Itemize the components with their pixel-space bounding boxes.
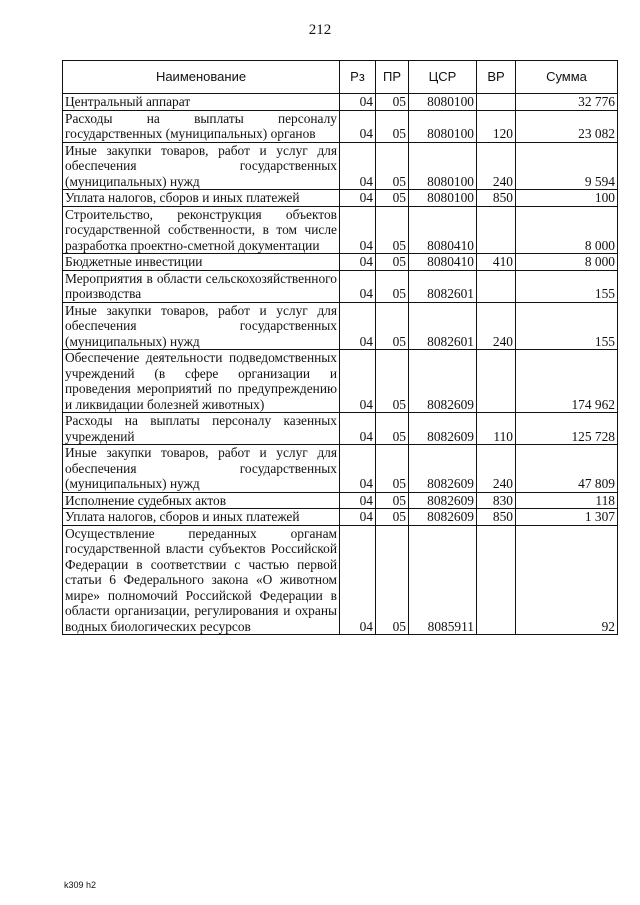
table-row bbox=[63, 525, 618, 635]
row-vr-cell: 410 bbox=[477, 254, 516, 271]
row-name-cell: Расходы на выплаты персоналу государственных (муниципальных) органов bbox=[63, 110, 340, 142]
header-rz: Рз bbox=[340, 61, 376, 94]
table-row bbox=[63, 302, 618, 350]
budget-table bbox=[62, 60, 618, 635]
table-row bbox=[63, 206, 618, 254]
row-pr-cell: 05 bbox=[376, 110, 409, 142]
row-rz-cell: 04 bbox=[340, 525, 376, 635]
header-csr: ЦСР bbox=[409, 61, 477, 94]
row-rz-cell: 04 bbox=[340, 270, 376, 302]
row-name-cell: Бюджетные инвестиции bbox=[63, 254, 340, 271]
row-rz-cell: 04 bbox=[340, 206, 376, 254]
header-name: Наименование bbox=[63, 61, 340, 94]
row-vr-cell: 240 bbox=[477, 302, 516, 350]
row-vr-cell bbox=[477, 270, 516, 302]
row-pr-cell: 05 bbox=[376, 492, 409, 509]
table-row bbox=[63, 94, 618, 111]
row-csr-cell: 8085911 bbox=[409, 525, 477, 635]
row-sum-cell: 8 000 bbox=[516, 206, 618, 254]
row-pr-cell: 05 bbox=[376, 525, 409, 635]
row-csr-cell: 8082609 bbox=[409, 413, 477, 445]
row-vr-cell bbox=[477, 206, 516, 254]
row-rz-cell: 04 bbox=[340, 509, 376, 526]
row-vr-cell: 830 bbox=[477, 492, 516, 509]
row-vr-cell: 120 bbox=[477, 110, 516, 142]
row-sum-cell: 47 809 bbox=[516, 445, 618, 493]
table-row bbox=[63, 492, 618, 509]
footer-code: k309 h2 bbox=[64, 880, 97, 890]
row-sum-cell: 32 776 bbox=[516, 94, 618, 111]
row-vr-cell bbox=[477, 350, 516, 413]
row-name-cell: Осуществление переданных органам государственной власти субъектов Российской Федерации в соответствии с частью первой статьи 6 Федерального закона «О животном мире» полномочий Российской Федерации в области организации, регулирования и охраны водных биологических ресурсов bbox=[63, 525, 340, 635]
row-vr-cell: 110 bbox=[477, 413, 516, 445]
row-rz-cell: 04 bbox=[340, 190, 376, 207]
table-row bbox=[63, 350, 618, 413]
row-rz-cell: 04 bbox=[340, 302, 376, 350]
row-sum-cell: 8 000 bbox=[516, 254, 618, 271]
row-csr-cell: 8080410 bbox=[409, 206, 477, 254]
row-pr-cell: 05 bbox=[376, 445, 409, 493]
row-pr-cell: 05 bbox=[376, 190, 409, 207]
row-name-cell: Иные закупки товаров, работ и услуг для обеспечения государственных (муниципальных) нужд bbox=[63, 445, 340, 493]
table-row bbox=[63, 254, 618, 271]
row-csr-cell: 8082601 bbox=[409, 270, 477, 302]
table-row bbox=[63, 413, 618, 445]
row-sum-cell: 100 bbox=[516, 190, 618, 207]
row-sum-cell: 92 bbox=[516, 525, 618, 635]
row-name-cell: Центральный аппарат bbox=[63, 94, 340, 111]
row-pr-cell: 05 bbox=[376, 270, 409, 302]
table-row bbox=[63, 509, 618, 526]
row-rz-cell: 04 bbox=[340, 110, 376, 142]
row-name-cell: Строительство, реконструкция объектов государственной собственности, в том числе разработка проектно-сметной документации bbox=[63, 206, 340, 254]
row-pr-cell: 05 bbox=[376, 94, 409, 111]
page-number: 212 bbox=[308, 22, 332, 38]
row-vr-cell: 240 bbox=[477, 445, 516, 493]
header-pr: ПР bbox=[376, 61, 409, 94]
row-sum-cell: 174 962 bbox=[516, 350, 618, 413]
row-csr-cell: 8082609 bbox=[409, 445, 477, 493]
row-rz-cell: 04 bbox=[340, 445, 376, 493]
row-vr-cell bbox=[477, 525, 516, 635]
row-sum-cell: 155 bbox=[516, 270, 618, 302]
row-csr-cell: 8080100 bbox=[409, 110, 477, 142]
row-name-cell: Иные закупки товаров, работ и услуг для обеспечения государственных (муниципальных) нужд bbox=[63, 142, 340, 190]
table-row bbox=[63, 190, 618, 207]
row-sum-cell: 1 307 bbox=[516, 509, 618, 526]
row-csr-cell: 8080100 bbox=[409, 142, 477, 190]
row-csr-cell: 8080100 bbox=[409, 94, 477, 111]
row-vr-cell: 850 bbox=[477, 190, 516, 207]
row-pr-cell: 05 bbox=[376, 350, 409, 413]
row-rz-cell: 04 bbox=[340, 94, 376, 111]
row-name-cell: Иные закупки товаров, работ и услуг для обеспечения государственных (муниципальных) нужд bbox=[63, 302, 340, 350]
row-pr-cell: 05 bbox=[376, 302, 409, 350]
table-header-row bbox=[63, 61, 618, 94]
row-rz-cell: 04 bbox=[340, 254, 376, 271]
row-csr-cell: 8080100 bbox=[409, 190, 477, 207]
row-csr-cell: 8082609 bbox=[409, 492, 477, 509]
row-pr-cell: 05 bbox=[376, 206, 409, 254]
row-rz-cell: 04 bbox=[340, 142, 376, 190]
row-rz-cell: 04 bbox=[340, 413, 376, 445]
row-sum-cell: 118 bbox=[516, 492, 618, 509]
row-pr-cell: 05 bbox=[376, 509, 409, 526]
row-sum-cell: 155 bbox=[516, 302, 618, 350]
row-name-cell: Мероприятия в области сельскохозяйственного производства bbox=[63, 270, 340, 302]
row-name-cell: Обеспечение деятельности подведомственных учреждений (в сфере организации и проведения мероприятий по предупреждению и ликвидации болезней животных) bbox=[63, 350, 340, 413]
row-name-cell: Уплата налогов, сборов и иных платежей bbox=[63, 509, 340, 526]
row-name-cell: Расходы на выплаты персоналу казенных учреждений bbox=[63, 413, 340, 445]
row-pr-cell: 05 bbox=[376, 413, 409, 445]
row-sum-cell: 9 594 bbox=[516, 142, 618, 190]
row-vr-cell: 850 bbox=[477, 509, 516, 526]
row-rz-cell: 04 bbox=[340, 492, 376, 509]
row-csr-cell: 8082609 bbox=[409, 509, 477, 526]
table-row bbox=[63, 110, 618, 142]
row-vr-cell bbox=[477, 94, 516, 111]
row-pr-cell: 05 bbox=[376, 142, 409, 190]
header-sum: Сумма bbox=[516, 61, 618, 94]
row-pr-cell: 05 bbox=[376, 254, 409, 271]
row-csr-cell: 8082601 bbox=[409, 302, 477, 350]
table-row bbox=[63, 142, 618, 190]
row-rz-cell: 04 bbox=[340, 350, 376, 413]
row-sum-cell: 125 728 bbox=[516, 413, 618, 445]
table-body bbox=[63, 94, 618, 635]
table-row bbox=[63, 270, 618, 302]
row-vr-cell: 240 bbox=[477, 142, 516, 190]
row-name-cell: Уплата налогов, сборов и иных платежей bbox=[63, 190, 340, 207]
row-csr-cell: 8082609 bbox=[409, 350, 477, 413]
header-vr: ВР bbox=[477, 61, 516, 94]
row-name-cell: Исполнение судебных актов bbox=[63, 492, 340, 509]
row-sum-cell: 23 082 bbox=[516, 110, 618, 142]
row-csr-cell: 8080410 bbox=[409, 254, 477, 271]
table-row bbox=[63, 445, 618, 493]
